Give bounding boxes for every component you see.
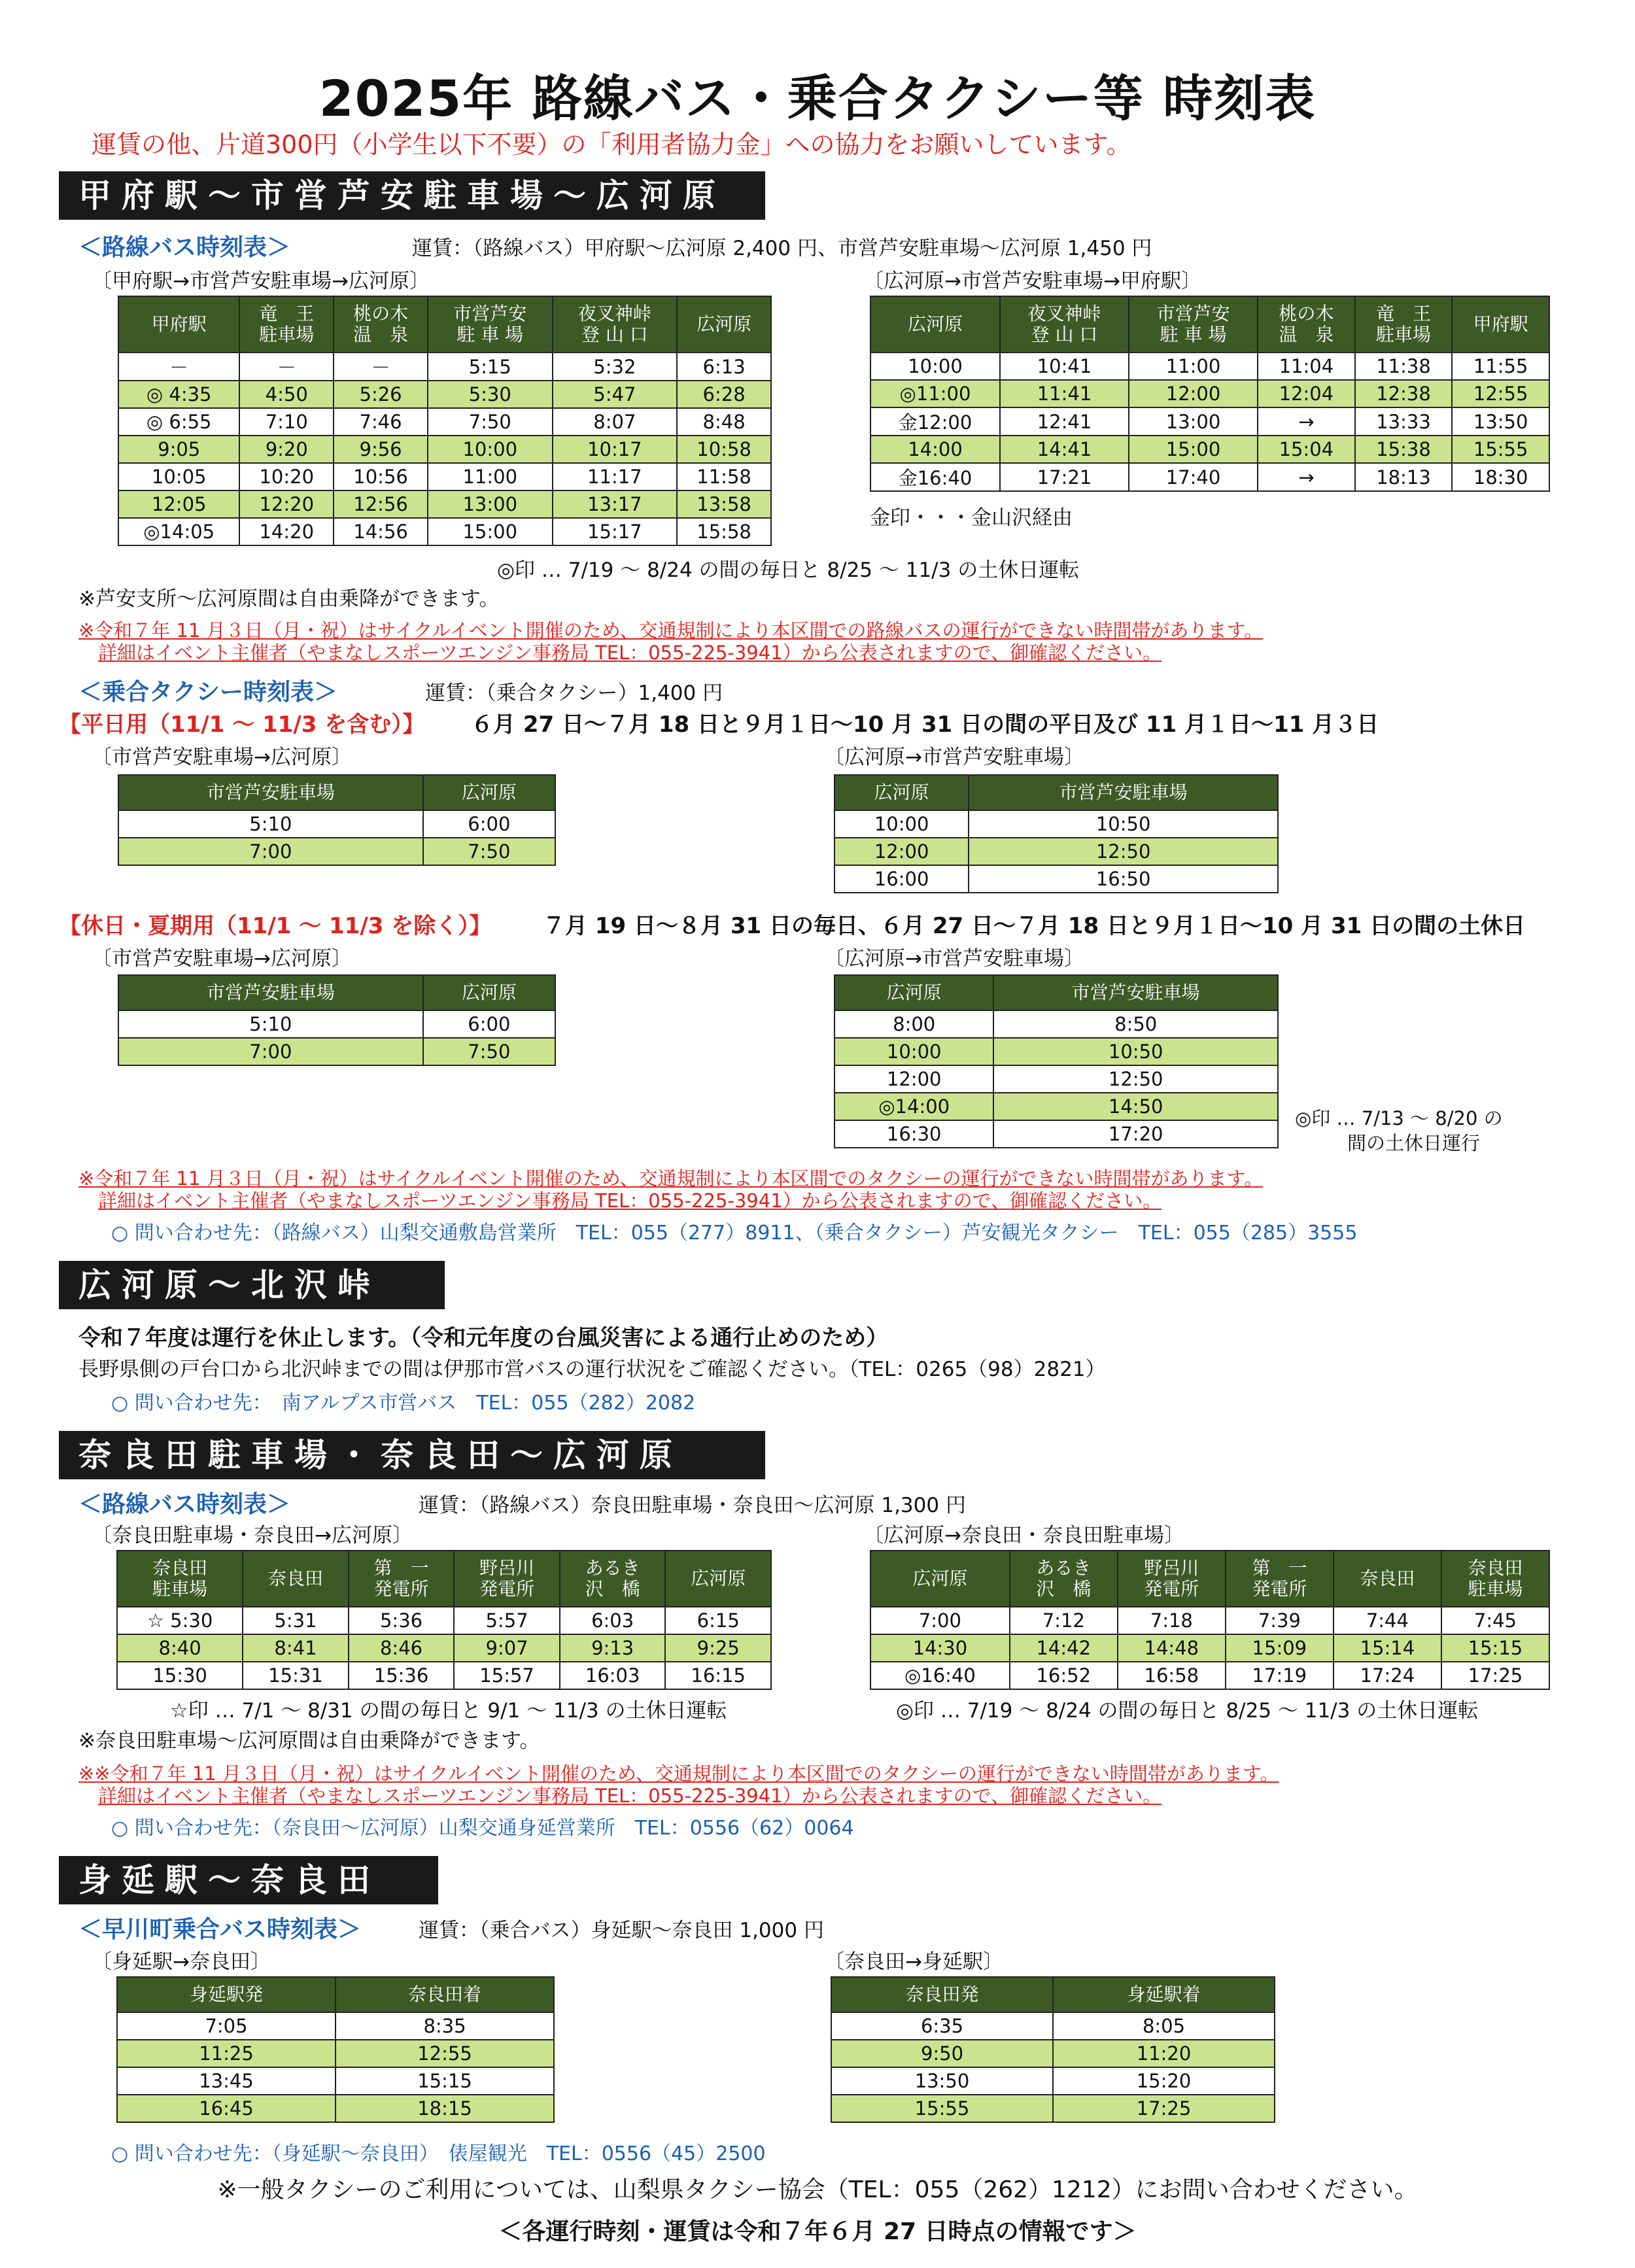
time-cell: 15:57 xyxy=(454,1662,560,1689)
column-header: 奈良田 駐車場 xyxy=(117,1551,243,1607)
table-row xyxy=(870,380,1549,407)
time-cell: 11:38 xyxy=(1355,352,1453,380)
column-header: 奈良田 xyxy=(1334,1551,1441,1607)
time-cell: 11:04 xyxy=(1258,352,1355,380)
table-row xyxy=(117,2040,554,2067)
bus-timetable-label: ＜路線バス時刻表＞ xyxy=(78,234,291,261)
holiday-inbound-table xyxy=(834,974,1279,1148)
time-cell: 8:40 xyxy=(117,1634,243,1662)
narada-direction-outbound: 〔奈良田駐車場・奈良田→広河原〕 xyxy=(92,1524,413,1547)
table-row xyxy=(118,1010,555,1038)
time-cell: 7:44 xyxy=(1334,1607,1441,1634)
time-cell: ◎11:00 xyxy=(870,380,1000,407)
time-cell: 9:20 xyxy=(239,436,334,463)
time-cell: ☆ 5:30 xyxy=(117,1607,243,1634)
narada-free-note: ※奈良田駐車場～広河原間は自由乗降ができます。 xyxy=(78,1729,540,1753)
time-cell: 7:00 xyxy=(118,1038,423,1065)
time-cell: 16:03 xyxy=(560,1662,666,1689)
table-row xyxy=(870,463,1549,491)
time-cell: 15:20 xyxy=(1053,2067,1275,2095)
time-cell: 8:46 xyxy=(349,1634,455,1662)
time-cell: － xyxy=(239,352,334,381)
column-header: 広河原 xyxy=(665,1551,771,1607)
time-cell: 12:41 xyxy=(1000,407,1129,436)
minobu-bus-label: ＜早川町乗合バス時刻表＞ xyxy=(78,1916,362,1943)
column-header: 市営芦安駐車場 xyxy=(118,975,423,1010)
weekday-label: 【平日用（11/1 ～ 11/3 を含む）】 xyxy=(59,712,425,738)
time-cell: 13:50 xyxy=(1452,407,1549,436)
taxi-fare: 運賃：（乗合タクシー）1,400 円 xyxy=(425,681,723,705)
time-cell: 10:00 xyxy=(835,810,969,838)
time-cell: 16:58 xyxy=(1118,1662,1226,1689)
section-header-minobu: 身延駅～奈良田 xyxy=(59,1856,438,1904)
time-cell: 11:00 xyxy=(1129,352,1258,380)
time-cell: 15:14 xyxy=(1334,1634,1441,1662)
table-row xyxy=(118,408,771,436)
section-header-kitazawa: 広河原～北沢峠 xyxy=(59,1261,445,1309)
table-row xyxy=(117,2095,554,2122)
column-header: 竜 王 駐車場 xyxy=(239,296,334,352)
time-cell: 15:17 xyxy=(553,518,678,545)
time-cell: 16:52 xyxy=(1010,1662,1118,1689)
ina-bus-note: 長野県側の戸台口から北沢峠までの間は伊那市営バスの運行状況をご確認ください。（TEL：0265（98）2821） xyxy=(78,1358,1106,1381)
taxi-direction-outbound: 〔市営芦安駐車場→広河原〕 xyxy=(92,746,352,769)
time-cell: 5:36 xyxy=(349,1607,455,1634)
time-cell: 5:15 xyxy=(428,352,553,381)
table-row xyxy=(835,838,1278,865)
time-cell: 8:48 xyxy=(677,408,771,436)
time-cell: 17:25 xyxy=(1441,1662,1549,1689)
time-cell: ◎14:05 xyxy=(118,518,239,545)
table-row xyxy=(870,407,1549,436)
time-cell: 14:42 xyxy=(1010,1634,1118,1662)
column-header: 桃の木 温 泉 xyxy=(334,296,428,352)
time-cell: 7:45 xyxy=(1441,1607,1549,1634)
time-cell: 10:05 xyxy=(118,463,239,490)
column-header: 竜 王 駐車場 xyxy=(1355,296,1453,352)
time-cell: 14:56 xyxy=(334,518,428,545)
time-cell: 10:58 xyxy=(677,436,771,463)
time-cell: 10:41 xyxy=(1000,352,1129,380)
time-cell: 9:56 xyxy=(334,436,428,463)
time-cell: 7:10 xyxy=(239,408,334,436)
column-header: 広河原 xyxy=(835,775,969,810)
table-row xyxy=(835,1010,1278,1038)
column-header: 奈良田発 xyxy=(831,1977,1053,2012)
time-cell: 金16:40 xyxy=(870,463,1000,491)
time-cell: 12:55 xyxy=(336,2040,554,2067)
direction-inbound: 〔広河原→市営芦安駐車場→甲府駅〕 xyxy=(863,269,1201,293)
time-cell: 15:31 xyxy=(243,1662,349,1689)
time-cell: 17:24 xyxy=(1334,1662,1441,1689)
time-cell: ◎14:00 xyxy=(835,1093,993,1120)
narada-bus-label: ＜路線バス時刻表＞ xyxy=(78,1491,291,1518)
column-header: 第 一 発電所 xyxy=(349,1551,455,1607)
time-cell: 17:20 xyxy=(993,1120,1278,1148)
time-cell: 7:18 xyxy=(1118,1607,1226,1634)
contact-kitazawa: ○ 問い合わせ先： 南アルプス市営バス TEL：055（282）2082 xyxy=(111,1392,696,1415)
table-row xyxy=(118,352,771,381)
time-cell: 13:33 xyxy=(1355,407,1453,436)
time-cell: 7:46 xyxy=(334,408,428,436)
taxi-direction-inbound: 〔広河原→市営芦安駐車場〕 xyxy=(824,746,1084,769)
minobu-direction-outbound: 〔身延駅→奈良田〕 xyxy=(92,1950,271,1974)
table-row xyxy=(117,1662,771,1689)
time-cell: 15:58 xyxy=(677,518,771,545)
table-row xyxy=(831,2012,1275,2040)
minobu-direction-inbound: 〔奈良田→身延駅〕 xyxy=(824,1950,1003,1974)
holiday-outbound-table xyxy=(118,974,556,1066)
time-cell: 5:30 xyxy=(428,381,553,408)
time-cell: 10:17 xyxy=(553,436,678,463)
time-cell: 12:00 xyxy=(835,838,969,865)
table-row xyxy=(831,2067,1275,2095)
contact-narada: ○ 問い合わせ先：（奈良田～広河原）山梨交通身延営業所 TEL：0556（62）0064 xyxy=(111,1817,854,1840)
narada-event-notice-detail: 詳細はイベント主催者（やまなしスポーツエンジン事務局 TEL：055-225-3941）から公表されますので、御確認ください。 xyxy=(98,1785,1162,1807)
time-cell: 7:00 xyxy=(870,1607,1010,1634)
time-cell: 12:20 xyxy=(239,490,334,518)
time-cell: 12:00 xyxy=(835,1065,993,1093)
table-row xyxy=(835,1120,1278,1148)
table-row xyxy=(118,1038,555,1065)
time-cell: 4:50 xyxy=(239,381,334,408)
time-cell: 18:15 xyxy=(336,2095,554,2122)
time-cell: 15:09 xyxy=(1226,1634,1334,1662)
time-cell: 15:15 xyxy=(1441,1634,1549,1662)
column-header: 第 一 発電所 xyxy=(1226,1551,1334,1607)
time-cell: 5:32 xyxy=(553,352,678,381)
time-cell: 13:00 xyxy=(428,490,553,518)
time-cell: 12:04 xyxy=(1258,380,1355,407)
narada-mark-note: ◎印 … 7/19 ～ 8/24 の間の毎日と 8/25 ～ 11/3 の土休日運転 xyxy=(896,1699,1479,1723)
time-cell: 8:07 xyxy=(553,408,678,436)
mark-note: ◎印 … 7/19 ～ 8/24 の間の毎日と 8/25 ～ 11/3 の土休日運転 xyxy=(497,558,1080,582)
column-header: 奈良田着 xyxy=(336,1977,554,2012)
time-cell: 12:55 xyxy=(1452,380,1549,407)
time-cell: 7:05 xyxy=(117,2012,336,2040)
narada-bus-fare: 運賃：（路線バス）奈良田駐車場・奈良田～広河原 1,300 円 xyxy=(419,1494,966,1517)
time-cell: 15:30 xyxy=(117,1662,243,1689)
time-cell: 15:55 xyxy=(1452,436,1549,463)
time-cell: 15:04 xyxy=(1258,436,1355,463)
column-header: 市営芦安駐車場 xyxy=(118,775,423,810)
table-row xyxy=(870,1607,1549,1634)
time-cell: 14:50 xyxy=(993,1093,1278,1120)
weekday-outbound-table xyxy=(118,774,556,866)
time-cell: 5:47 xyxy=(553,381,678,408)
contact-minobu: ○ 問い合わせ先：（身延駅～奈良田） 俵屋観光 TEL：0556（45）2500 xyxy=(111,2142,766,2165)
bus-fare: 運賃：（路線バス）甲府駅～広河原 2,400 円、市営芦安駐車場～広河原 1,450 円 xyxy=(412,237,1152,260)
time-cell: 5:10 xyxy=(118,810,423,838)
table-row xyxy=(870,436,1549,463)
time-cell: 10:00 xyxy=(428,436,553,463)
time-cell: 16:15 xyxy=(665,1662,771,1689)
column-header: 夜叉神峠 登 山 口 xyxy=(1000,296,1129,352)
time-cell: 13:45 xyxy=(117,2067,336,2095)
time-cell: 14:20 xyxy=(239,518,334,545)
column-header: 桃の木 温 泉 xyxy=(1258,296,1355,352)
column-header: 広河原 xyxy=(835,975,993,1010)
minobu-bus-fare: 運賃：（乗合バス）身延駅～奈良田 1,000 円 xyxy=(419,1919,824,1942)
time-cell: 6:13 xyxy=(677,352,771,381)
time-cell: 6:00 xyxy=(423,810,555,838)
table-row xyxy=(118,838,555,865)
section-header-narada: 奈良田駐車場・奈良田～広河原 xyxy=(59,1431,765,1479)
time-cell: 17:40 xyxy=(1129,463,1258,491)
footer-info-date: ＜各運行時刻・運賃は令和７年６月 27 日時点の情報です＞ xyxy=(498,2218,1137,2245)
time-cell: 9:50 xyxy=(831,2040,1053,2067)
time-cell: 12:38 xyxy=(1355,380,1453,407)
time-cell: 10:00 xyxy=(835,1038,993,1065)
column-header: 甲府駅 xyxy=(118,296,239,352)
time-cell: 17:19 xyxy=(1226,1662,1334,1689)
time-cell: 12:50 xyxy=(993,1065,1278,1093)
table-row xyxy=(831,2040,1275,2067)
kofu-inbound-table xyxy=(870,296,1550,492)
minobu-inbound-table xyxy=(831,1976,1275,2123)
time-cell: － xyxy=(118,352,239,381)
time-cell: 7:12 xyxy=(1010,1607,1118,1634)
fee-note: 運賃の他、片道300円（小学生以下不要）の「利用者協力金」への協力をお願いしています。 xyxy=(92,130,1131,159)
time-cell: 10:00 xyxy=(870,352,1000,380)
time-cell: 11:41 xyxy=(1000,380,1129,407)
column-header: 広河原 xyxy=(870,1551,1010,1607)
column-header: 市営芦安 駐 車 場 xyxy=(1129,296,1258,352)
column-header: 甲府駅 xyxy=(1452,296,1549,352)
holiday-desc: ７月 19 日～８月 31 日の毎日、６月 27 日～７月 18 日と９月１日～10 月 31 日の間の土休日 xyxy=(543,913,1526,939)
time-cell: 9:05 xyxy=(118,436,239,463)
time-cell: 13:50 xyxy=(831,2067,1053,2095)
column-header: 奈良田 駐車場 xyxy=(1441,1551,1549,1607)
narada-event-notice: ※※令和７年 11 月３日（月・祝）はサイクルイベント開催のため、交通規制により本区間でのタクシーの運行ができない時間帯があります。 xyxy=(78,1762,1279,1785)
column-header: 広河原 xyxy=(870,296,1000,352)
time-cell: 5:10 xyxy=(118,1010,423,1038)
table-row xyxy=(835,865,1278,893)
table-row xyxy=(117,2067,554,2095)
time-cell: 7:50 xyxy=(428,408,553,436)
narada-direction-inbound: 〔広河原→奈良田・奈良田駐車場〕 xyxy=(863,1524,1184,1547)
page-title: 2025年 路線バス・乗合タクシー等 時刻表 xyxy=(318,69,1317,128)
time-cell: → xyxy=(1258,463,1355,491)
time-cell: 13:00 xyxy=(1129,407,1258,436)
column-header: 広河原 xyxy=(677,296,771,352)
time-cell: 11:17 xyxy=(553,463,678,490)
time-cell: 15:00 xyxy=(428,518,553,545)
time-cell: 8:05 xyxy=(1053,2012,1275,2040)
time-cell: 10:20 xyxy=(239,463,334,490)
star-note: ☆印 … 7/1 ～ 8/31 の間の毎日と 9/1 ～ 11/3 の土休日運転 xyxy=(170,1699,727,1723)
column-header: 市営芦安駐車場 xyxy=(993,975,1278,1010)
column-header: 奈良田 xyxy=(243,1551,349,1607)
time-cell: ◎ 4:35 xyxy=(118,381,239,408)
time-cell: 14:48 xyxy=(1118,1634,1226,1662)
table-row xyxy=(118,436,771,463)
time-cell: 金12:00 xyxy=(870,407,1000,436)
table-row xyxy=(118,810,555,838)
time-cell: 9:13 xyxy=(560,1634,666,1662)
holiday-label: 【休日・夏期用（11/1 ～ 11/3 を除く）】 xyxy=(59,913,492,939)
table-row xyxy=(117,1634,771,1662)
time-cell: 5:31 xyxy=(243,1607,349,1634)
time-cell: 12:56 xyxy=(334,490,428,518)
time-cell: 12:05 xyxy=(118,490,239,518)
time-cell: 11:25 xyxy=(117,2040,336,2067)
time-cell: ◎ 6:55 xyxy=(118,408,239,436)
column-header: あるき 沢 橋 xyxy=(560,1551,666,1607)
table-row xyxy=(870,1634,1549,1662)
taxi-event-notice-detail: 詳細はイベント主催者（やまなしスポーツエンジン事務局 TEL：055-225-3941）から公表されますので、御確認ください。 xyxy=(98,1190,1162,1212)
time-cell: 12:00 xyxy=(1129,380,1258,407)
table-row xyxy=(118,381,771,408)
taxi-holiday-direction-outbound: 〔市営芦安駐車場→広河原〕 xyxy=(92,947,352,971)
table-row xyxy=(118,518,771,545)
time-cell: 18:13 xyxy=(1355,463,1453,491)
time-cell: 17:21 xyxy=(1000,463,1129,491)
time-cell: 10:56 xyxy=(334,463,428,490)
free-boarding-note: ※芦安支所～広河原間は自由乗降ができます。 xyxy=(78,587,500,611)
minobu-outbound-table xyxy=(116,1976,555,2123)
time-cell: 15:15 xyxy=(336,2067,554,2095)
contact-kofu: ○ 問い合わせ先：（路線バス）山梨交通敷島営業所 TEL：055（277）8911、（乗合タクシー）芦安観光タクシー TEL：055（285）3555 xyxy=(111,1222,1358,1245)
time-cell: 11:20 xyxy=(1053,2040,1275,2067)
time-cell: 8:50 xyxy=(993,1010,1278,1038)
time-cell: － xyxy=(334,352,428,381)
suspension-notice: 令和７年度は運行を休止します。（令和元年度の台風災害による通行止めのため） xyxy=(78,1325,889,1351)
time-cell: 10:50 xyxy=(969,810,1278,838)
weekday-inbound-table xyxy=(834,774,1279,893)
narada-outbound-table xyxy=(116,1550,772,1690)
time-cell: 6:00 xyxy=(423,1010,555,1038)
table-row xyxy=(118,490,771,518)
time-cell: 17:25 xyxy=(1053,2095,1275,2122)
time-cell: 15:55 xyxy=(831,2095,1053,2122)
time-cell: → xyxy=(1258,407,1355,436)
time-cell: 12:50 xyxy=(969,838,1278,865)
time-cell: 11:58 xyxy=(677,463,771,490)
time-cell: 6:03 xyxy=(560,1607,666,1634)
time-cell: 7:00 xyxy=(118,838,423,865)
time-cell: 11:55 xyxy=(1452,352,1549,380)
taxi-holiday-direction-inbound: 〔広河原→市営芦安駐車場〕 xyxy=(824,947,1084,971)
time-cell: 16:50 xyxy=(969,865,1278,893)
column-header: 身延駅発 xyxy=(117,1977,336,2012)
table-row xyxy=(117,2012,554,2040)
time-cell: 15:00 xyxy=(1129,436,1258,463)
time-cell: 7:50 xyxy=(423,838,555,865)
time-cell: 5:57 xyxy=(454,1607,560,1634)
time-cell: ◎16:40 xyxy=(870,1662,1010,1689)
table-row xyxy=(870,352,1549,380)
column-header: 市営芦安 駐 車 場 xyxy=(428,296,553,352)
taxi-timetable-label: ＜乗合タクシー時刻表＞ xyxy=(78,679,338,706)
time-cell: 5:26 xyxy=(334,381,428,408)
table-row xyxy=(835,1065,1278,1093)
time-cell: 6:28 xyxy=(677,381,771,408)
column-header: 広河原 xyxy=(423,775,555,810)
column-header: 夜叉神峠 登 山 口 xyxy=(553,296,678,352)
time-cell: 10:50 xyxy=(993,1038,1278,1065)
section-header-kofu: 甲府駅～市営芦安駐車場～広河原 xyxy=(59,171,765,220)
time-cell: 6:15 xyxy=(665,1607,771,1634)
column-header: あるき 沢 橋 xyxy=(1010,1551,1118,1607)
time-cell: 8:00 xyxy=(835,1010,993,1038)
table-row xyxy=(835,1038,1278,1065)
footer-taxi-note: ※一般タクシーのご利用については、山梨県タクシー協会（TEL：055（262）1212）にお問い合わせください。 xyxy=(217,2176,1418,2203)
time-cell: 15:38 xyxy=(1355,436,1453,463)
direction-outbound: 〔甲府駅→市営芦安駐車場→広河原〕 xyxy=(92,269,430,293)
table-row xyxy=(835,810,1278,838)
time-cell: 13:17 xyxy=(553,490,678,518)
column-header: 身延駅着 xyxy=(1053,1977,1275,2012)
column-header: 野呂川 発電所 xyxy=(454,1551,560,1607)
time-cell: 16:00 xyxy=(835,865,969,893)
kofu-outbound-table xyxy=(118,296,772,546)
time-cell: 11:00 xyxy=(428,463,553,490)
time-cell: 8:35 xyxy=(336,2012,554,2040)
time-cell: 14:30 xyxy=(870,1634,1010,1662)
time-cell: 7:39 xyxy=(1226,1607,1334,1634)
time-cell: 13:58 xyxy=(677,490,771,518)
time-cell: 9:07 xyxy=(454,1634,560,1662)
table-row xyxy=(835,1093,1278,1120)
column-header: 野呂川 発電所 xyxy=(1118,1551,1226,1607)
table-row xyxy=(870,1662,1549,1689)
table-row xyxy=(831,2095,1275,2122)
table-row xyxy=(117,1607,771,1634)
time-cell: 18:30 xyxy=(1452,463,1549,491)
time-cell: 16:30 xyxy=(835,1120,993,1148)
time-cell: 14:00 xyxy=(870,436,1000,463)
time-cell: 14:41 xyxy=(1000,436,1129,463)
event-notice-detail: 詳細はイベント主催者（やまなしスポーツエンジン事務局 TEL：055-225-3941）から公表されますので、御確認ください。 xyxy=(98,642,1162,664)
table-row xyxy=(118,463,771,490)
column-header: 広河原 xyxy=(423,975,555,1010)
narada-inbound-table xyxy=(870,1550,1550,1690)
time-cell: 16:45 xyxy=(117,2095,336,2122)
column-header: 市営芦安駐車場 xyxy=(969,775,1278,810)
holiday-mark-note-2: 間の土休日運行 xyxy=(1347,1132,1481,1154)
time-cell: 15:36 xyxy=(349,1662,455,1689)
time-cell: 8:41 xyxy=(243,1634,349,1662)
holiday-mark-note: ◎印 … 7/13 ～ 8/20 の xyxy=(1295,1107,1503,1129)
kin-note: 金印・・・金山沢経由 xyxy=(870,506,1073,530)
taxi-event-notice: ※令和７年 11 月３日（月・祝）はサイクルイベント開催のため、交通規制により本区間でのタクシーの運行ができない時間帯があります。 xyxy=(78,1167,1264,1190)
time-cell: 7:50 xyxy=(423,1038,555,1065)
weekday-desc: ６月 27 日～７月 18 日と９月１日～10 月 31 日の間の平日及び 11 月１日～11 月３日 xyxy=(471,712,1379,738)
time-cell: 9:25 xyxy=(665,1634,771,1662)
event-notice: ※令和７年 11 月３日（月・祝）はサイクルイベント開催のため、交通規制により本区間での路線バスの運行ができない時間帯があります。 xyxy=(78,619,1264,642)
time-cell: 6:35 xyxy=(831,2012,1053,2040)
